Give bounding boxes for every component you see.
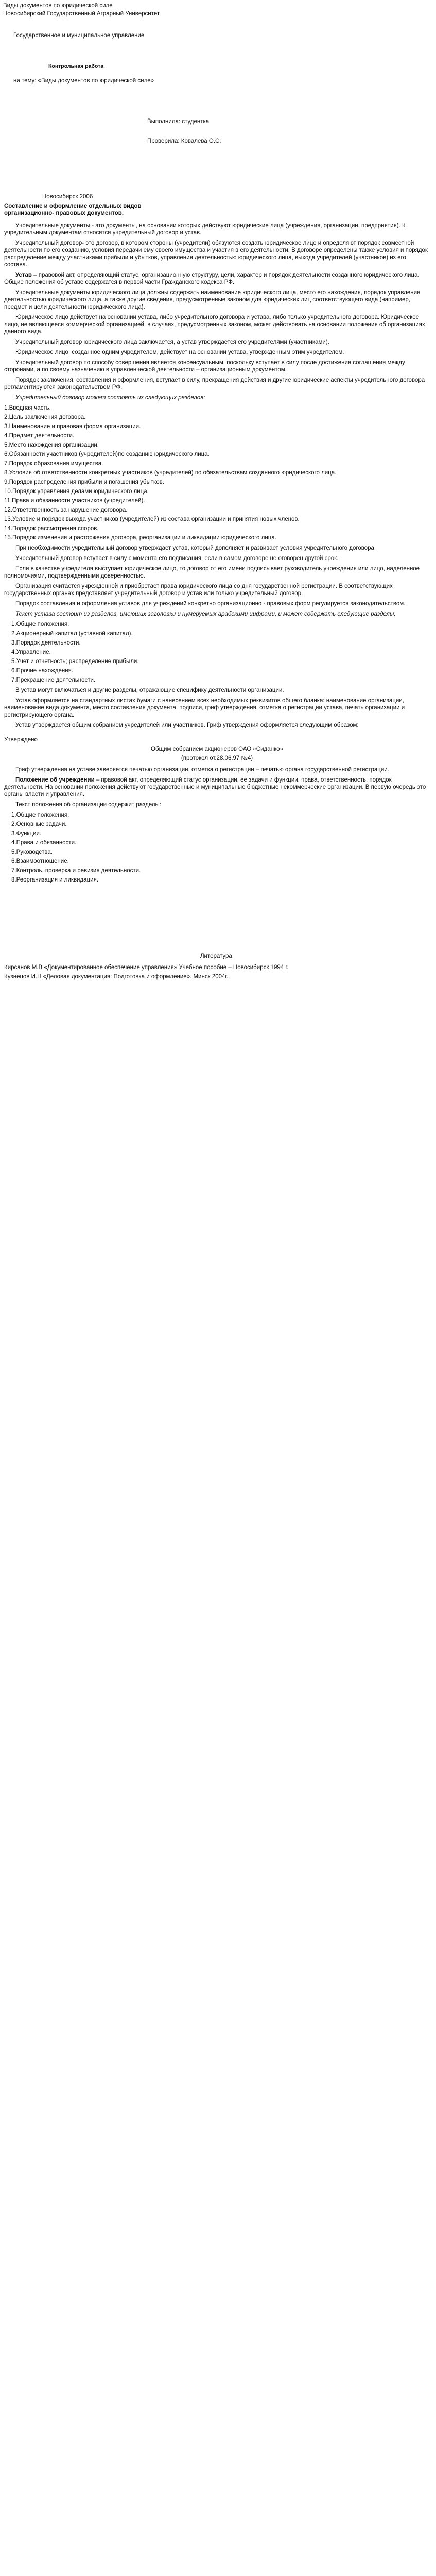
approval-protocol: (протокол от.28.06.97 №4) [181, 755, 253, 761]
spacer [0, 886, 436, 953]
paragraph: Порядок заключения, составления и оформления, вступает в силу, прекращения действия и другие юридические аспекты учредительного договора регламентируются законодательством РФ. [4, 377, 425, 391]
contract-section-item: 12.Ответственность за нарушение договора. [4, 507, 128, 513]
document-heading: Виды документов по юридической силе [3, 3, 113, 9]
work-topic: на тему: «Виды документов по юридической силе» [13, 78, 154, 84]
paragraph-text: – правовой акт, определяющий статус, организационную структуру, цели, характер и порядок деятельности созданного юридического лица. Общие положения об уставе содержатся в первой части Гражданского кодекса РФ. [4, 272, 420, 285]
contract-section-item: 10.Порядок управления делами юридического лица. [4, 488, 149, 495]
contract-section-item: 7.Порядок образования имущества. [4, 461, 103, 467]
charter-section-item: 5.Учет и отчетность; распределение прибыли. [11, 658, 139, 665]
paragraph: Учредительные документы - это документы, на основании которых действуют юридические лица (учреждения, организации, предприятия). К учредительным документам относятся учредительный договор и устав. [4, 223, 406, 236]
literature-item: Кирсанов М.В «Документированное обеспечение управления» Учебное пособие – Новосибирск 1994 г. [4, 964, 289, 971]
literature-title: Литература. [200, 953, 234, 959]
literature-item: Кузнецов И.Н «Деловая документация: Подготовка и оформление». Минск 2004г. [4, 974, 229, 980]
paragraph: Гриф утверждения на уставе заверяется печатью организации, отметка о регистрации – печатью органа государственной регистрации. [15, 767, 389, 773]
regulation-section-item: 3.Функции. [11, 831, 42, 837]
paragraph: Текст положения об организации содержит разделы: [15, 802, 161, 808]
section-1 [0, 202, 436, 401]
contract-section-item: 14.Порядок рассмотрения споров. [4, 526, 99, 532]
paragraph: Порядок составления и оформления уставов для учреждений конкретно организационно - правовых форм регулируется законодательством. [15, 601, 406, 607]
regulation-section-item: 8.Реорганизация и ликвидация. [11, 877, 99, 883]
title-page [0, 32, 436, 200]
paragraph: Юридическое лицо действует на основании устава, либо учредительного договора и устава, либо только учредительного договора. Юридическое лицо, не являющееся коммерческой организацией, в случаях, предусмотренных законом, может действовать на основании положения об организациях данного вида. [4, 314, 425, 335]
performer: Выполнила: студентка [147, 118, 210, 125]
contract-section-item: 1.Вводная часть. [4, 405, 51, 411]
approval-stamp [0, 736, 436, 762]
paragraph: Устав оформляется на стандартных листах бумаги с нанесением всех необходимых реквизитов общего бланка: наименование организации, наименование вида документа, место составления документа, подписи, гриф утверждения, отметка о регистрации устава, печать организации и регистрирующего органа. [4, 698, 405, 718]
regulation-section-item: 5.Руководства. [11, 849, 53, 855]
paragraph-text: – правовой акт, определяющий статус организации, ее задачи и функции, права, ответственность, порядок деятельности. На основании положения действуют государственные и муниципальные бюджетные некоммерческие организации. В первую очередь это органы власти и управления. [4, 777, 426, 798]
paragraph: Текст устава состоит из разделов, имеющих заголовки и нумеруемых арабскими цифрами, и может содержать следующие разделы: [15, 611, 396, 617]
regulation-section-item: 7.Контроль, проверка и ревизия деятельности. [11, 868, 141, 874]
regulation-sections-list [0, 811, 436, 884]
paragraph: Учредительный договор юридического лица заключается, а устав утверждается его учредителями (участниками). [15, 339, 329, 345]
regulation-section-item: 1.Общие положения. [11, 812, 69, 818]
paragraph: Юридическое лицо, созданное одним учредителем, действует на основании устава, утвержденным этим учредителем. [15, 349, 344, 355]
paragraph: Учредительный договор- это договор, в котором стороны (учредители) обязуются создать юридическое лицо и определяют порядок совместной деятельности по его созданию, условия передачи ему своего имущества и участия в его деятельности. В договоре определены также условия и порядок распределение между участниками прибыли и убытков, управления деятельностью юридического лица, выхода учредителей (участников) из его состава. [4, 240, 428, 268]
contract-section-item: 3.Наименование и правовая форма организации. [4, 423, 141, 430]
charter-sections-list [0, 621, 436, 684]
literature [0, 953, 436, 980]
contract-section-item: 4.Предмет деятельности. [4, 433, 75, 439]
work-title: Контрольная работа [48, 63, 104, 70]
paragraph: Если в качестве учредителя выступает юридическое лицо, то договор от его имени подписывает руководитель учреждения или лицо, наделенное полномочиями, подтвержденными доверенностью. [4, 566, 420, 579]
regulation-section-item: 6.Взаимоотношение. [11, 858, 69, 865]
charter-section-item: 1.Общие положения. [11, 621, 69, 628]
charter-section-item: 4.Управление. [11, 649, 51, 655]
regulation-section-item: 4.Права и обязанности. [11, 840, 77, 846]
checker: Проверила: Ковалева О.С. [147, 138, 221, 144]
document-header [0, 0, 436, 18]
city-year: Новосибирск 2006 [42, 194, 93, 200]
charter-section-item: 3.Порядок деятельности. [11, 640, 81, 646]
section-2 [0, 545, 436, 618]
regulation-section-item: 2.Основные задачи. [11, 821, 67, 827]
paragraph: Организация считается учрежденной и приобретает права юридического лица со дня государственной регистрации. В соответствующих государственных органах представляет учредительный договор и устав или только учредительный договор. [4, 583, 393, 597]
contract-section-item: 8.Условия об ответственности конкретных участников (учредителей) по обязательствам созданного юридического лица. [4, 470, 337, 476]
charter-section-item: 2.Акционерный капитал (уставной капитал). [11, 631, 133, 637]
contract-section-item: 5.Место нахождения организации. [4, 442, 99, 448]
paragraph: При необходимости учредительный договор утверждает устав, который дополняет и развивает условия учредительного договора. [15, 545, 376, 551]
paragraph: Учредительные документы юридического лица должны содержать наименование юридического лица, место его нахождения, порядок управления деятельностью юридического лица, а также другие сведения, предусмотренные законом для юридических лиц соответствующего вида (например, предмет и цели деятельности юридического лица). [4, 290, 421, 310]
contract-section-item: 13.Условие и порядок выхода участников (учредителей) из состава организации и принятия новых членов. [4, 516, 300, 522]
approval-label: Утверждено [4, 737, 38, 743]
section-4 [0, 766, 436, 808]
charter-section-item: 6.Прочие нахождения. [11, 668, 74, 674]
charter-section-item: 7.Прекращение деятельности. [11, 677, 96, 683]
bold-term: Положение об учреждении [15, 777, 95, 783]
section-title: Составление и оформление отдельных видов организационно- правовых документов. [4, 203, 142, 216]
contract-section-item: 15.Порядок изменения и расторжения договора, реорганизации и ликвидации юридического лица. [4, 535, 276, 541]
contract-section-item: 6.Обязанности участников (учредителей)по созданию юридического лица. [4, 451, 210, 457]
approval-body: Общим собранием акционеров ОАО «Сиданко» [151, 746, 283, 752]
paragraph [4, 776, 430, 798]
document-page [0, 0, 436, 980]
paragraph: Учредительный договор вступает в силу с момента его подписания, если в самом договоре не оговорен другой срок. [15, 555, 339, 562]
paragraph: В устав могут включаться и другие разделы, отражающие специфику деятельности организации. [15, 687, 284, 693]
department-name: Государственное и муниципальное управление [13, 32, 145, 39]
paragraph [4, 272, 430, 286]
contract-sections-list [0, 404, 436, 541]
university-name: Новосибирский Государственный Аграрный Университет [3, 11, 160, 17]
paragraph: Устав утверждается общим собранием учредителей или участников. Гриф утверждения оформляется следующим образом: [15, 722, 359, 728]
bold-term: Устав [15, 272, 32, 278]
paragraph: Учредительный договор может состоять из следующих разделов: [15, 395, 205, 401]
contract-section-item: 11.Права и обязанности участников (учредителей). [4, 498, 145, 504]
paragraph: Учредительный договор по способу совершения является консенсуальным, поскольку вступает в силу после достижения соглашения между сторонами, а по своему назначению в управленческой деятельности – организационным документом. [4, 360, 405, 373]
section-3 [0, 687, 436, 729]
contract-section-item: 9.Порядок распределения прибыли и погашения убытков. [4, 479, 164, 485]
contract-section-item: 2.Цель заключения договора. [4, 414, 86, 420]
